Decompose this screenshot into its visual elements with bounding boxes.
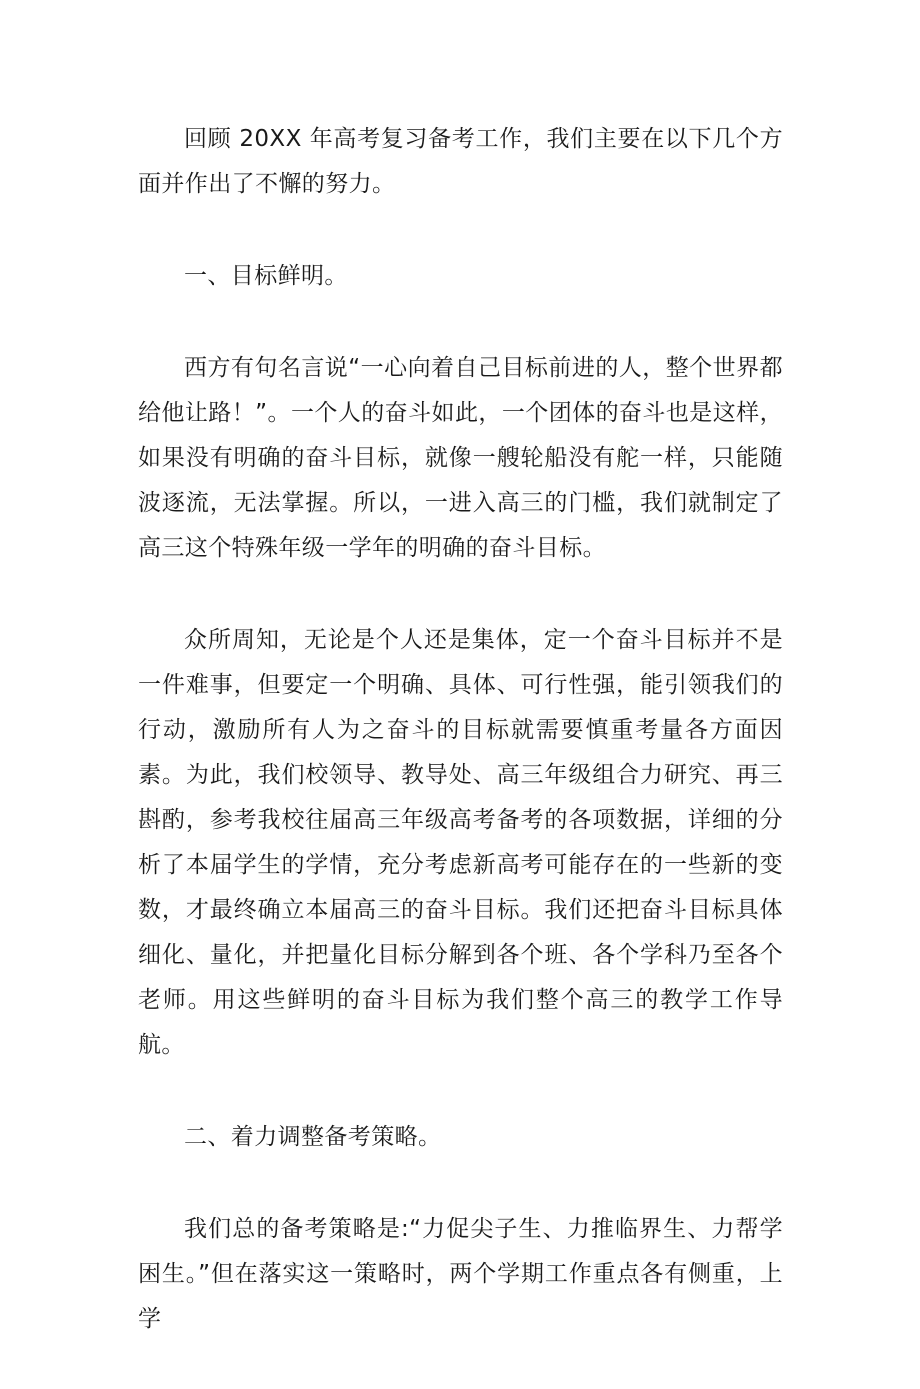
section-heading-strategy: 二、着力调整备考策略。: [184, 1124, 442, 1150]
strategy-paragraph: 我们总的备考策略是:“力促尖子生、力推临界生、力帮学困生。”但在落实这一策略时，两个学期工作重点各有侧重，上学: [138, 1216, 783, 1332]
intro-paragraph: 回顾 20XX 年高考复习备考工作，我们主要在以下几个方面并作出了不懈的努力。: [138, 126, 783, 197]
goals-paragraph-2: 众所周知，无论是个人还是集体，定一个奋斗目标并不是一件难事，但要定一个明确、具体、可行性强，能引领我们的行动，激励所有人为之奋斗的目标就需要慎重考量各方面因素。为此，我们校领导、教导处、高三年级组合力研究、再三斟酌，参考我校往届高三年级高考备考的各项数据，详细的分析了本届学生的学情，充分考虑新高考可能存在的一些新的变数，才最终确立本届高三的奋斗目标。我们还把奋斗目标具体细化、量化，并把量化目标分解到各个班、各个学科乃至各个老师。用这些鲜明的奋斗目标为我们整个高三的教学工作导航。: [138, 627, 783, 1058]
section-heading-goals: 一、目标鲜明。: [184, 263, 348, 289]
document-body: [138, 117, 783, 1389]
goals-paragraph-1: 西方有句名言说“一心向着自己目标前进的人，整个世界都给他让路！”。一个人的奋斗如此，一个团体的奋斗也是这样，如果没有明确的奋斗目标，就像一艘轮船没有舵一样，只能随波逐流，无法掌握。所以，一进入高三的门槛，我们就制定了高三这个特殊年级一学年的明确的奋斗目标。: [138, 355, 783, 561]
